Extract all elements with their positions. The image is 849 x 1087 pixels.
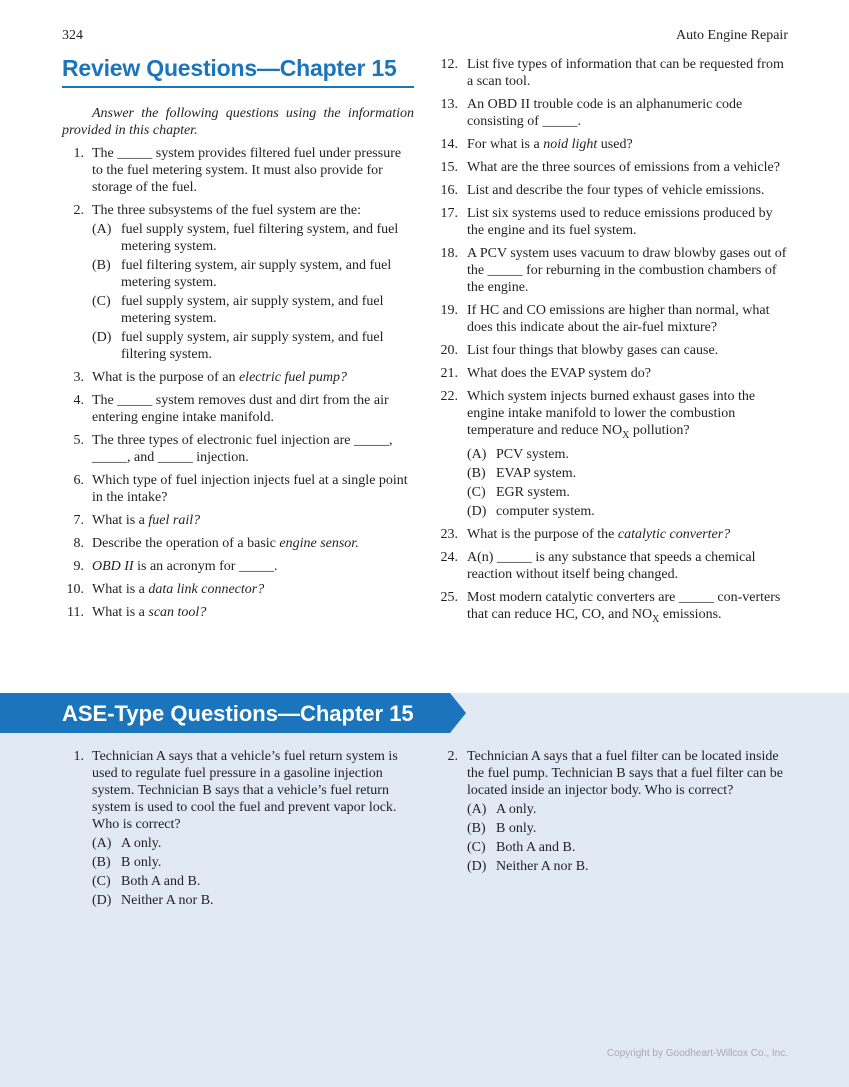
ase-left-column bbox=[62, 748, 412, 909]
review-right-column bbox=[440, 56, 788, 628]
answer-option: (D) fuel supply system, air supply system, and fuel filtering system. bbox=[92, 330, 384, 362]
review-question-15: 15. What are the three sources of emissions from a vehicle? bbox=[440, 160, 780, 175]
review-question-12: 12. List five types of information that can be requested from a scan tool. bbox=[440, 57, 784, 89]
answer-option: (A) A only. bbox=[467, 802, 537, 817]
review-question-2 bbox=[62, 202, 414, 363]
book-title: Auto Engine Repair bbox=[676, 28, 788, 43]
review-question-25: 25. Most modern catalytic converters are _____ con-verters that can reduce HC, CO, and $NO_X$ emissions. bbox=[440, 589, 781, 625]
answer-option: (A) PCV system. bbox=[467, 446, 569, 462]
review-question-9: 9. OBD II is an acronym for _____. bbox=[73, 559, 278, 574]
review-section-title: Review Questions—Chapter 15 bbox=[62, 55, 414, 88]
answer-option: (A) A only. bbox=[92, 836, 162, 851]
review-question-23: 23. What is the purpose of the catalytic converter? bbox=[440, 526, 731, 542]
review-question-24: 24. A(n) _____ is any substance that speeds a chemical reaction without itself being changed. bbox=[440, 549, 756, 582]
review-question-7: 7. What is a fuel rail? bbox=[73, 513, 201, 528]
review-question-16: 16. List and describe the four types of vehicle emissions. bbox=[440, 183, 765, 198]
review-question-20: 20. List four things that blowby gases can cause. bbox=[440, 343, 719, 358]
answer-option: (A) fuel supply system, fuel filtering system, and fuel metering system. bbox=[92, 222, 399, 254]
ase-question-1: 1. Technician A says that a vehicle’s fuel return system is used to regulate fuel pressure in a gasoline injection system. Technician B says that a vehicle’s fuel return system is used to cool the fuel and prevent vapor lock. Who is correct? (A) A only. (B) B only. (C) Both A and B. (D) Neither A nor B. bbox=[62, 748, 412, 909]
review-left-column bbox=[62, 55, 414, 621]
answer-option: (C) EGR system. bbox=[467, 484, 570, 500]
review-question-21: 21. What does the EVAP system do? bbox=[440, 366, 651, 381]
review-question-18: 18. A PCV system uses vacuum to draw blowby gases out of the _____ for reburning in the combustion chambers of the engine. bbox=[440, 246, 787, 295]
review-question-22: 22. Which system injects burned exhaust gases into the engine intake manifold to lower the combustion temperature and reduce $NO_X$ pollution? (A) PCV system. (B) EVAP system. (C) EGR system. (D) computer system. bbox=[440, 388, 788, 520]
review-question-17: 17. List six systems used to reduce emissions produced by the engine and its fuel system. bbox=[440, 206, 773, 238]
review-question-11: 11. What is a scan tool? bbox=[67, 605, 207, 620]
review-intro: Answer the following questions using the information provided in this chapter. bbox=[62, 106, 414, 138]
ase-section-title: ASE-Type Questions—Chapter 15 bbox=[62, 701, 414, 726]
answer-option: (B) B only. bbox=[467, 821, 537, 836]
answer-option: (B) fuel filtering system, air supply system, and fuel metering system. bbox=[92, 258, 392, 290]
review-question-14: 14. For what is a noid light used? bbox=[440, 137, 633, 152]
answer-option: (C) Both A and B. bbox=[92, 874, 201, 889]
review-question-19: 19. If HC and CO emissions are higher than normal, what does this indicate about the air-fuel mixture? bbox=[440, 303, 770, 335]
answer-option: (D) Neither A nor B. bbox=[92, 893, 214, 908]
answer-option: (C) Both A and B. bbox=[467, 840, 576, 855]
question-number: 1. bbox=[73, 146, 84, 161]
answer-option: (C) fuel supply system, air supply system, and fuel metering system. bbox=[92, 294, 384, 326]
answer-option: (B) EVAP system. bbox=[467, 465, 577, 481]
review-question-13: 13. An OBD II trouble code is an alphanumeric code consisting of _____. bbox=[440, 97, 743, 129]
ase-right-column bbox=[440, 748, 788, 875]
page-number: 324 bbox=[62, 28, 83, 43]
ase-question-2: 2. Technician A says that a fuel filter can be located inside the fuel pump. Technician B says that a fuel filter can be located inside an injector body. Who is correct? (A) A only. (B) B only. (C) Both A and B. (D) Neither A nor B. bbox=[440, 748, 788, 875]
question-text: The _____ system provides filtered fuel under pressure to the fuel metering system. It must also provide for storage of the fuel. bbox=[92, 146, 402, 195]
review-question-3: 3. What is the purpose of an electric fuel pump? bbox=[73, 370, 348, 385]
review-question-5: 5. The three types of electronic fuel injection are _____, _____, and _____ injection. bbox=[73, 433, 393, 465]
review-question-1 bbox=[62, 145, 414, 196]
review-question-10: 10. What is a data link connector? bbox=[66, 582, 265, 597]
question-number: 2. bbox=[73, 203, 84, 218]
review-question-8: 8. Describe the operation of a basic engine sensor. bbox=[73, 536, 359, 551]
copyright-notice: Copyright by Goodheart-Willcox Co., Inc. bbox=[606, 1048, 788, 1059]
question-text: The three subsystems of the fuel system are the: bbox=[92, 203, 362, 218]
answer-option: (D) computer system. bbox=[467, 503, 595, 519]
answer-option: (D) Neither A nor B. bbox=[467, 859, 589, 874]
answer-option: (B) B only. bbox=[92, 855, 162, 870]
review-question-4: 4. The _____ system removes dust and dirt from the air entering engine intake manifold. bbox=[73, 393, 389, 425]
review-question-6: 6. Which type of fuel injection injects fuel at a single point in the intake? bbox=[73, 473, 408, 505]
